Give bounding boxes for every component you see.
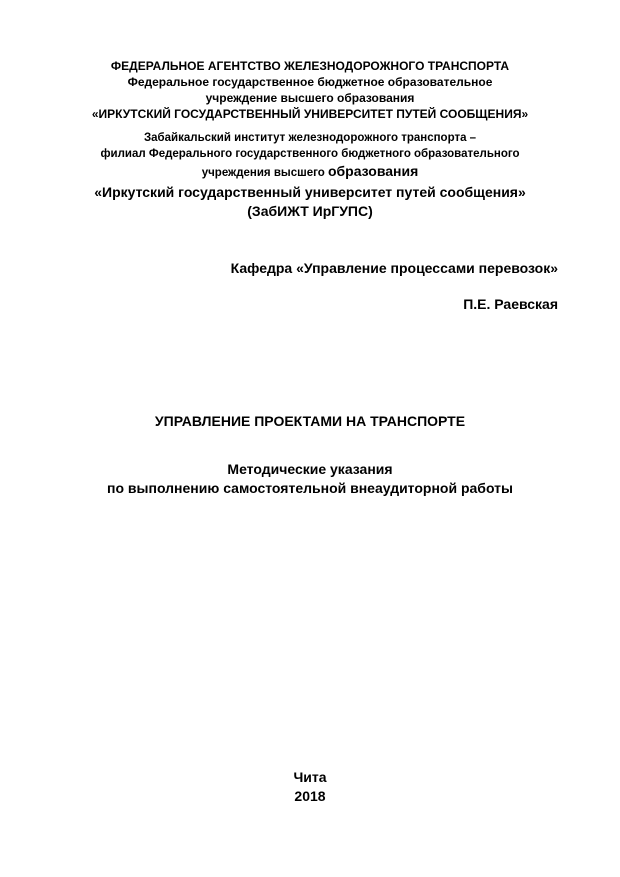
branch-line-3-big: образования — [327, 163, 419, 179]
footer-block — [0, 768, 620, 806]
agency-name: ФЕДЕРАЛЬНОЕ АГЕНТСТВО ЖЕЛЕЗНОДОРОЖНОГО ТРАНСПОРТА — [110, 59, 510, 73]
subtitle-line-2: по выполнению самостоятельной внеаудиторной работы — [107, 480, 513, 496]
city: Чита — [293, 769, 327, 785]
subtitle-line-1: Методические указания — [227, 461, 393, 477]
year: 2018 — [294, 788, 326, 804]
university-name: «ИРКУТСКИЙ ГОСУДАРСТВЕННЫЙ УНИВЕРСИТЕТ ПУТЕЙ СООБЩЕНИЯ» — [91, 107, 529, 121]
branch-abbreviation: (ЗабИЖТ ИрГУПС) — [247, 203, 373, 219]
institution-type-line: Федеральное государственное бюджетное образовательное — [127, 75, 493, 89]
branch-university-name: «Иркутский государственный университет путей сообщения» — [94, 184, 526, 200]
branch-line-3-small: учреждения высшего — [201, 167, 325, 179]
branch-line-2: филиал Федерального государственного бюджетного образовательного — [100, 148, 520, 160]
document-title: УПРАВЛЕНИЕ ПРОЕКТАМИ НА ТРАНСПОРТЕ — [154, 413, 466, 429]
author-name: П.Е. Раевская — [463, 296, 558, 312]
branch-line-3 — [0, 162, 620, 183]
subtitle-block — [0, 460, 620, 498]
header-block — [0, 58, 620, 122]
branch-block — [0, 130, 620, 221]
institution-type-line-2: учреждение высшего образования — [205, 91, 415, 105]
branch-line-1: Забайкальский институт железнодорожного транспорта – — [143, 132, 477, 144]
department-name: Кафедра «Управление процессами перевозок» — [230, 260, 558, 276]
